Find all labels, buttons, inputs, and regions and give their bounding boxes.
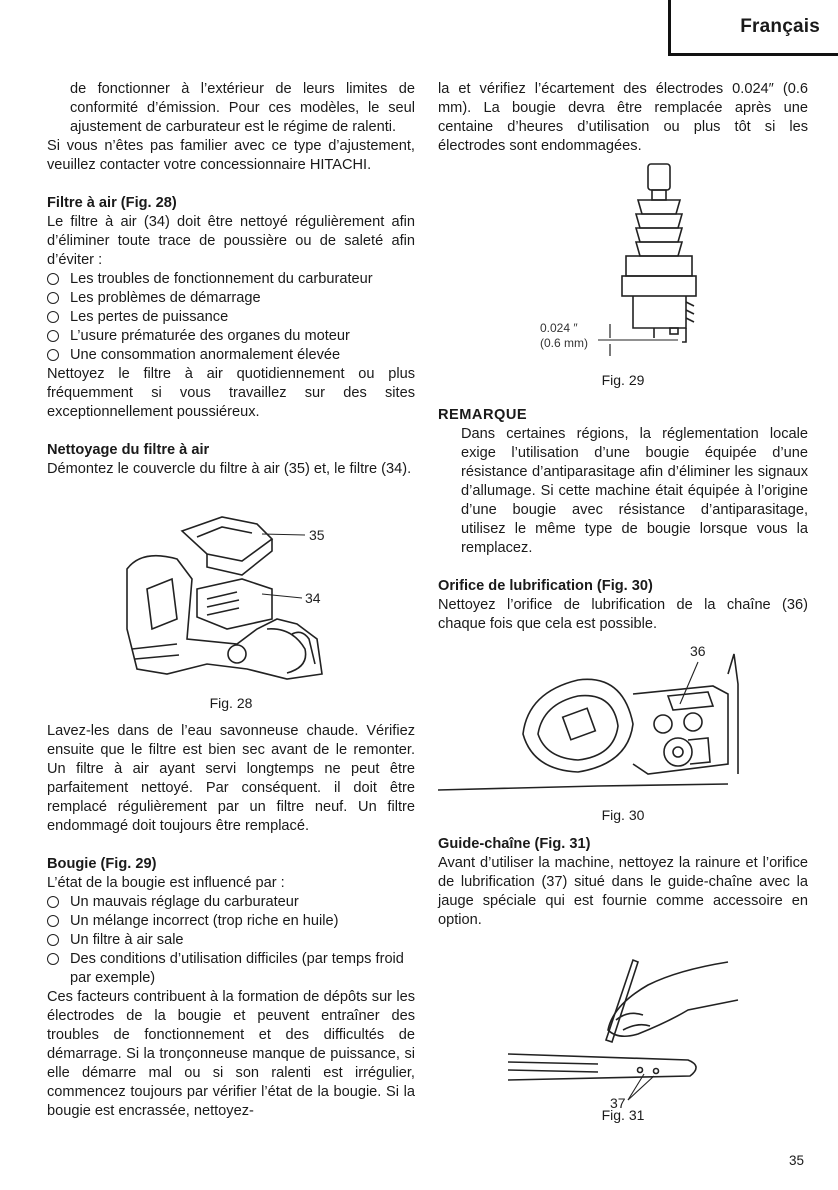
- air-filter-list: [47, 270, 415, 365]
- intro-indented-paragraph: de fonctionner à l’extérieur de leurs limites de conformité d’émission. Pour ces modèles, le seul ajustement de carburateur est le régime de ralenti.: [70, 81, 415, 135]
- lubrication-orifice-illustration: [438, 634, 808, 806]
- spark-plug-list: [47, 893, 415, 988]
- list-item: Des conditions d’utilisation difficiles (par temps froid par exemple): [47, 950, 415, 988]
- lubrication-heading: Orifice de lubrification (Fig. 30): [438, 578, 653, 594]
- circle-bullet-icon: [47, 292, 59, 304]
- filter-wash-text: Lavez-les dans de l’eau savonneuse chaude. Vérifiez ensuite que le filtre est bien sec avant de le remonter. Un filtre à air ayant servi longtemps ne peut être parfaitement nettoyé. Par conséquent. il doit être remplacé régulièrement par un filtre neuf. Un filtre endommagé doit toujours être remplacé.: [47, 723, 415, 834]
- list-item: Les pertes de puissance: [47, 308, 415, 327]
- figure-28: [47, 479, 415, 694]
- air-filter-text: Le filtre à air (34) doit être nettoyé régulièrement afin d’éliminer toute trace de poussière ou de saleté afin d’éviter :: [47, 214, 415, 268]
- fig28-label-35: 35: [309, 527, 325, 543]
- guide-bar-text: Avant d’utiliser la machine, nettoyez la rainure et l’orifice de lubrification (37) situé dans le guide-chaîne avec la jauge spéciale qui est fournie comme accessoire en option.: [438, 855, 808, 928]
- list-item: Les problèmes de démarrage: [47, 289, 415, 308]
- figure-31: [438, 930, 808, 1110]
- fig31-caption: Fig. 31: [601, 1107, 645, 1123]
- fig29-gap-inches: 0.024 ″: [540, 321, 578, 335]
- list-item: Les troubles de fonctionnement du carburateur: [47, 270, 415, 289]
- circle-bullet-icon: [47, 896, 59, 908]
- left-column: [47, 80, 415, 1121]
- fig30-label-36: 36: [690, 643, 706, 659]
- spark-plug-heading: Bougie (Fig. 29): [47, 856, 157, 872]
- fig28-caption: Fig. 28: [209, 695, 253, 711]
- guide-bar-cleaning-illustration: [438, 930, 808, 1110]
- air-filter-illustration: [47, 479, 415, 694]
- list-item: Un filtre à air sale: [47, 931, 415, 950]
- spark-plug-illustration: [438, 156, 808, 371]
- circle-bullet-icon: [47, 953, 59, 965]
- fig31-label-37: 37: [610, 1095, 626, 1110]
- intro-paragraph: Si vous n’êtes pas familier avec ce type d’ajustement, veuillez contacter votre concessionnaire HITACHI.: [47, 138, 415, 173]
- fig28-label-34: 34: [305, 590, 321, 606]
- fig29-gap-mm: (0.6 mm): [540, 336, 588, 350]
- language-label: Français: [740, 16, 820, 37]
- remark-heading: REMARQUE: [438, 407, 528, 423]
- filter-cleaning-heading: Nettoyage du filtre à air: [47, 442, 210, 458]
- continued-text: la et vérifiez l’écartement des électrodes 0.024″ (0.6 mm). La bougie devra être remplacée après une centaine d’heures d’utilisation ou plus tôt si les électrodes sont endommagées.: [438, 81, 808, 154]
- fig30-caption: Fig. 30: [601, 807, 645, 823]
- language-tab: [668, 0, 838, 56]
- circle-bullet-icon: [47, 273, 59, 285]
- circle-bullet-icon: [47, 349, 59, 361]
- right-column: [438, 80, 808, 1125]
- list-item: L’usure prématurée des organes du moteur: [47, 327, 415, 346]
- spark-plug-after-text: Ces facteurs contribuent à la formation de dépôts sur les électrodes de la bougie et peuvent entraîner des troubles de fonctionnement et des difficultés de démarrage. Si la tronçonneuse manque de puissance, si elle démarre mal ou si son ralenti est irrégulier, commencez toujours par vérifier l’état de la bougie. Si la bougie est encrassée, nettoyez-: [47, 989, 415, 1119]
- circle-bullet-icon: [47, 330, 59, 342]
- remark-text: Dans certaines régions, la réglementation locale exige l’utilisation d’une bougie équipée d’une résistance d’antiparasitage afin d’éliminer les signaux d’allumage. Si cette machine était équipée à l’origine d’une bougie avec résistance d’antiparasitage, utilisez le même type de bougie lorsque vous la remplacez.: [461, 426, 808, 556]
- page-number: 35: [789, 1153, 805, 1168]
- air-filter-heading: Filtre à air (Fig. 28): [47, 195, 177, 211]
- spark-plug-text: L’état de la bougie est influencé par :: [47, 875, 285, 891]
- figure-29: [438, 156, 808, 371]
- air-filter-after-text: Nettoyez le filtre à air quotidiennement ou plus fréquemment si vous travaillez sur des sites exceptionnellement poussiéreux.: [47, 366, 415, 420]
- circle-bullet-icon: [47, 311, 59, 323]
- list-item: Une consommation anormalement élevée: [47, 346, 415, 365]
- lubrication-text: Nettoyez l’orifice de lubrification de la chaîne (36) chaque fois que cela est possible.: [438, 597, 808, 632]
- filter-cleaning-text: Démontez le couvercle du filtre à air (35) et, le filtre (34).: [47, 461, 412, 477]
- guide-bar-heading: Guide-chaîne (Fig. 31): [438, 836, 591, 852]
- circle-bullet-icon: [47, 915, 59, 927]
- fig29-caption: Fig. 29: [601, 372, 645, 388]
- list-item: Un mélange incorrect (trop riche en huile): [47, 912, 415, 931]
- list-item: Un mauvais réglage du carburateur: [47, 893, 415, 912]
- figure-30: [438, 634, 808, 806]
- circle-bullet-icon: [47, 934, 59, 946]
